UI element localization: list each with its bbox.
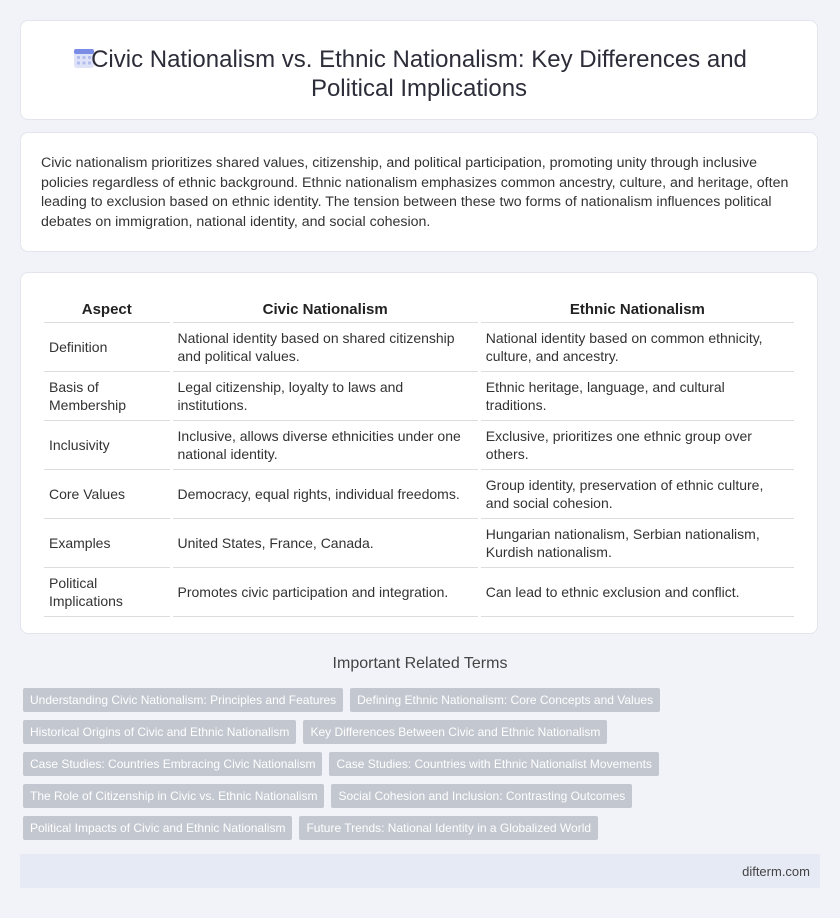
header-card (20, 20, 818, 120)
footer (20, 854, 820, 888)
table-cell: Basis of Membership (44, 372, 170, 421)
tag-row (23, 688, 683, 720)
table-cell: Can lead to ethnic exclusion and conflict. (481, 568, 794, 617)
table-cell: Inclusive, allows diverse ethnicities under one national identity. (173, 421, 478, 470)
table-header-row (44, 293, 794, 323)
tag-row (23, 784, 683, 816)
table-cell: Hungarian nationalism, Serbian nationalism, Kurdish nationalism. (481, 519, 794, 568)
related-term-link[interactable]: Key Differences Between Civic and Ethnic Nationalism (303, 720, 607, 744)
column-header: Aspect (44, 293, 170, 323)
related-term-link[interactable]: Case Studies: Countries Embracing Civic Nationalism (23, 752, 322, 776)
tag-row (23, 816, 683, 848)
table-cell: Ethnic heritage, language, and cultural traditions. (481, 372, 794, 421)
page-title: Civic Nationalism vs. Ethnic Nationalism: Key Differences and Political Implications (91, 46, 747, 102)
table-cell: Legal citizenship, loyalty to laws and institutions. (173, 372, 478, 421)
table-cell: Group identity, preservation of ethnic culture, and social cohesion. (481, 470, 794, 519)
comparison-table (41, 293, 797, 617)
related-term-link[interactable]: Social Cohesion and Inclusion: Contrasting Outcomes (331, 784, 632, 808)
related-term-link[interactable]: The Role of Citizenship in Civic vs. Ethnic Nationalism (23, 784, 324, 808)
table-cell: Definition (44, 323, 170, 372)
table-cell: Core Values (44, 470, 170, 519)
table-cell: Exclusive, prioritizes one ethnic group over others. (481, 421, 794, 470)
related-term-link[interactable]: Defining Ethnic Nationalism: Core Concepts and Values (350, 688, 660, 712)
table-cell: Examples (44, 519, 170, 568)
comparison-table-card (20, 272, 818, 634)
intro-paragraph: Civic nationalism prioritizes shared values, citizenship, and political participation, promoting unity through inclusive policies regardless of ethnic background. Ethnic nationalism emphasizes common ancestry, culture, and heritage, often leading to exclusion based on ethnic identity. The tension between these two forms of nationalism influences political debates on immigration, national identity, and social cohesion. (41, 155, 789, 230)
site-link[interactable]: difterm.com (742, 864, 810, 879)
related-terms-heading: Important Related Terms (332, 655, 508, 672)
related-terms-list (23, 688, 683, 848)
table-row (44, 421, 794, 470)
table-row (44, 323, 794, 372)
column-header: Ethnic Nationalism (481, 293, 794, 323)
table-cell: Promotes civic participation and integration. (173, 568, 478, 617)
table-cell: Inclusivity (44, 421, 170, 470)
table-cell: Democracy, equal rights, individual freedoms. (173, 470, 478, 519)
tag-row (23, 720, 683, 752)
related-term-link[interactable]: Political Impacts of Civic and Ethnic Nationalism (23, 816, 292, 840)
table-row (44, 519, 794, 568)
intro-card (20, 132, 818, 252)
related-term-link[interactable]: Historical Origins of Civic and Ethnic Nationalism (23, 720, 296, 744)
table-cell: United States, France, Canada. (173, 519, 478, 568)
related-term-link[interactable]: Understanding Civic Nationalism: Principles and Features (23, 688, 343, 712)
table-cell: National identity based on common ethnicity, culture, and ancestry. (481, 323, 794, 372)
table-row (44, 568, 794, 617)
column-header: Civic Nationalism (173, 293, 478, 323)
table-cell: Political Implications (44, 568, 170, 617)
related-term-link[interactable]: Future Trends: National Identity in a Globalized World (299, 816, 598, 840)
table-row (44, 372, 794, 421)
tag-row (23, 752, 683, 784)
related-term-link[interactable]: Case Studies: Countries with Ethnic Nationalist Movements (329, 752, 658, 776)
table-cell: National identity based on shared citizenship and political values. (173, 323, 478, 372)
table-row (44, 470, 794, 519)
